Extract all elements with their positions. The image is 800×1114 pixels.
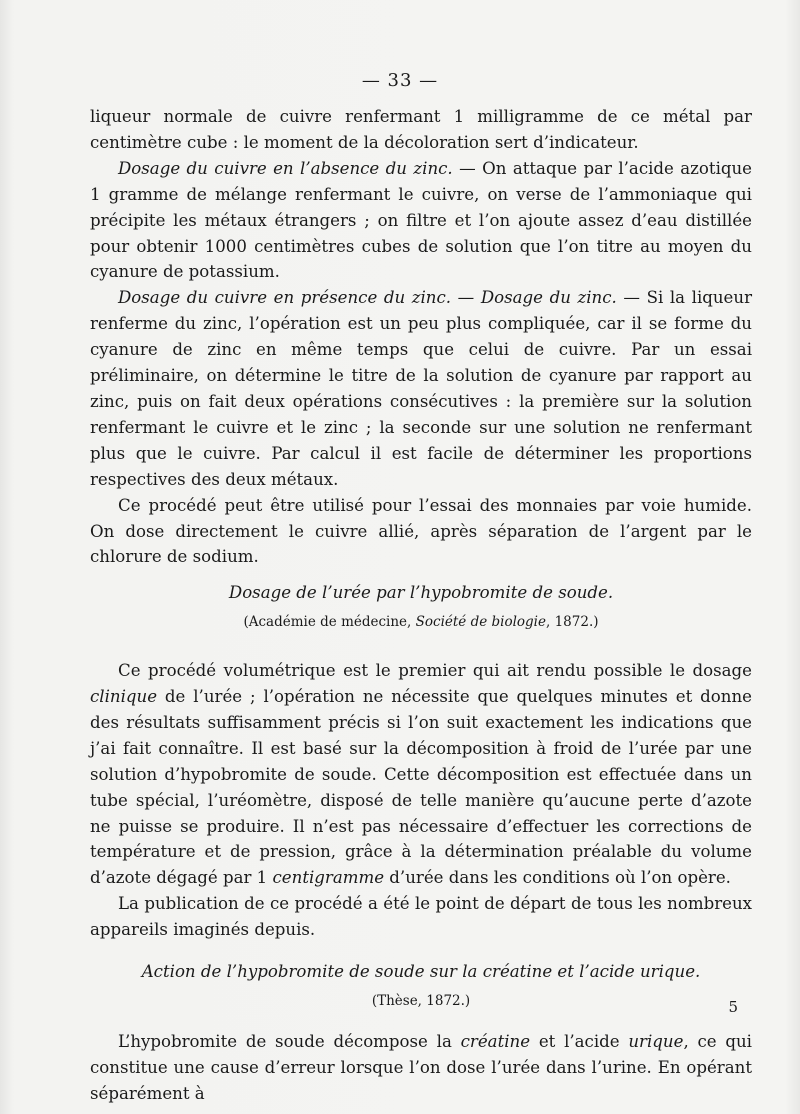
heading-copper-with-zinc: Dosage du cuivre en présence du zinc. — Dosage du zinc. bbox=[118, 288, 617, 308]
section-source-urea-suffix: , 1872.) bbox=[546, 614, 599, 631]
paragraph-urea-method-italic-clinique: clinique bbox=[90, 687, 158, 707]
signature-mark: 5 bbox=[728, 998, 738, 1016]
paragraph-urea-publication: La publication de ce procédé a été le point de départ de tous les nombreux appareils imaginés depuis. bbox=[90, 894, 752, 940]
paragraph-creatine-italic-creatine: créatine bbox=[460, 1031, 531, 1051]
paragraph-creatine-part-3: , ce qui constitue une cause d’erreur lorsque l’on dose l’urée dans l’urine. En opérant séparément à bbox=[90, 1031, 752, 1103]
paragraph-copper-without-zinc bbox=[90, 156, 752, 286]
paragraph-urea-method-part-2: de l’urée ; l’opération ne nécessite que quelques minutes et donne des résultats suffisamment précis si l’on suit exactement les indications que j’ai fait connaître. Il est basé sur la décomposition à froid de l’urée par une solution d’hypobromite de soude. Cette décomposition est effectuée dans un tube spécial, l’uréomètre, disposé de telle manière qu’aucune perte d’azote ne puisse se produire. Il n’est pas nécessaire d’effectuer les corrections de température et de pression, grâce à la détermination préalable du volume d’azote dégagé par 1 bbox=[90, 687, 752, 888]
paragraph-urea-method-part-3: d’urée dans les conditions où l’on opère. bbox=[384, 868, 731, 888]
section-source-urea-italic: Société de biologie bbox=[415, 614, 546, 631]
section-title-creatine: Action de l’hypobromite de soude sur la créatine et l’acide urique. bbox=[141, 962, 701, 982]
paragraph-creatine-italic-urique: urique bbox=[628, 1031, 684, 1051]
paragraph-copper-with-zinc bbox=[90, 285, 752, 492]
paragraph-urea-method-part-1: Ce procédé volumétrique est le premier qui ait rendu possible le dosage bbox=[118, 661, 752, 681]
section-source-urea-prefix: (Académie de médecine, bbox=[243, 614, 416, 631]
paragraph-urea-method-italic-centigramme: centigramme bbox=[272, 868, 385, 888]
heading-copper-without-zinc: Dosage du cuivre en l’absence du zinc. bbox=[118, 158, 453, 178]
paragraph-copper-with-zinc-text: — Si la liqueur renferme du zinc, l’opération est un peu plus compliquée, car il se forme du cyanure de zinc en même temps que celui de cuivre. Par un essai préliminaire, on détermine le titre de la solution de cyanure par rapport au zinc, puis on fait deux opérations consécutives : la première sur la solution renfermant le cuivre et le zinc ; la seconde sur une solution ne renfermant plus que le cuivre. Par calcul il est facile de déterminer les proportions respectives des deux métaux. bbox=[90, 288, 752, 489]
paragraph-coin-assay: Ce procédé peut être utilisé pour l’essai des monnaies par voie humide. On dose directement le cuivre allié, après séparation de l’argent par le chlorure de sodium. bbox=[90, 495, 752, 567]
section-title-urea: Dosage de l’urée par l’hypobromite de soude. bbox=[228, 583, 614, 603]
paragraph-copper-without-zinc-text: — On attaque par l’acide azotique 1 gramme de mélange renfermant le cuivre, on verse de l’ammoniaque qui précipite les métaux étrangers ; on filtre et l’on ajoute assez d’eau distillée pour obtenir 1000 centimètres cubes de solution que l’on titre au moyen du cyanure de potassium. bbox=[90, 158, 753, 282]
paragraph-urea-method bbox=[90, 658, 752, 891]
paragraph-creatine-part-2: et l’acide bbox=[530, 1031, 629, 1051]
section-source-urea bbox=[90, 610, 752, 636]
paragraph-creatine-part-1: L’hypobromite de soude décompose la bbox=[118, 1031, 461, 1051]
paragraph-copper-titration-end: liqueur normale de cuivre renfermant 1 milligramme de ce métal par centimètre cube : le moment de la décoloration sert d’indicateur. bbox=[90, 107, 752, 152]
page-number: — 33 — bbox=[361, 70, 439, 91]
document-body bbox=[90, 104, 752, 1107]
paragraph-creatine bbox=[90, 1029, 752, 1107]
section-source-creatine: (Thèse, 1872.) bbox=[371, 993, 471, 1009]
